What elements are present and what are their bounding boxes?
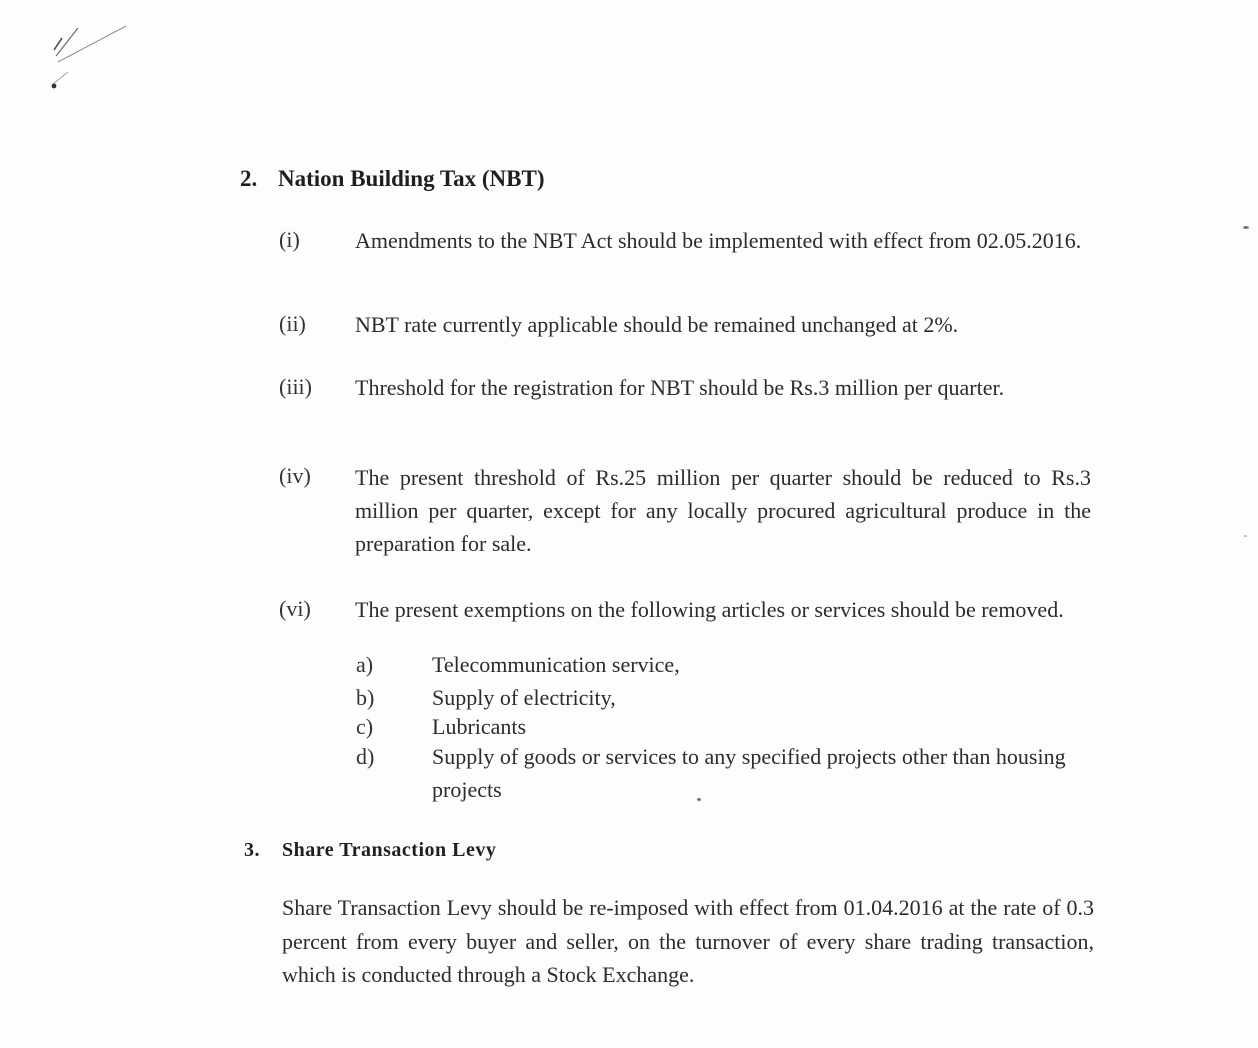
item-text: Threshold for the registration for NBT should be Rs.3 million per quarter.	[355, 375, 1005, 400]
sub-item-letter: c)	[356, 714, 374, 739]
sub-item-text: Supply of goods or services to any specified projects other than housing projects	[432, 744, 1066, 802]
item-number: (iii)	[279, 374, 312, 399]
section-3-heading	[244, 839, 496, 862]
pen-mark-icon	[48, 22, 138, 94]
item-text: NBT rate currently applicable should be remained unchanged at 2%.	[355, 312, 959, 337]
sub-item-letter: a)	[356, 652, 374, 677]
scan-speck	[1244, 535, 1247, 537]
item-number: (ii)	[279, 311, 306, 336]
item-number: (iv)	[279, 463, 311, 488]
item-text: Amendments to the NBT Act should be implemented with effect from 02.05.2016.	[355, 228, 1082, 253]
sub-item-text: Lubricants	[432, 714, 527, 739]
sub-item-letter: d)	[356, 744, 375, 769]
section-2-heading	[240, 166, 545, 192]
section-title: Share Transaction Levy	[282, 839, 497, 861]
sub-item-text: Supply of electricity,	[432, 685, 616, 710]
sub-item-letter: b)	[356, 685, 375, 710]
levy-paragraph: Share Transaction Levy should be re-imposed with effect from 01.04.2016 at the rate of 0.3 percent from every buyer and seller, on the turnover of every share trading transaction, which is conducted through a Stock Exchange.	[282, 895, 1094, 987]
item-number: (i)	[279, 227, 300, 252]
item-text: The present threshold of Rs.25 million per quarter should be reduced to Rs.3 million per quarter, except for any locally procured agricultural produce in the preparation for sale.	[355, 465, 1091, 556]
section-number: 3.	[244, 839, 260, 861]
scan-speck	[1243, 226, 1249, 229]
section-number: 2.	[240, 166, 258, 191]
item-number: (vi)	[279, 596, 311, 621]
section-title: Nation Building Tax (NBT)	[278, 166, 545, 191]
item-text: The present exemptions on the following articles or services should be removed.	[355, 597, 1064, 622]
sub-item-text: Telecommunication service,	[432, 652, 680, 677]
